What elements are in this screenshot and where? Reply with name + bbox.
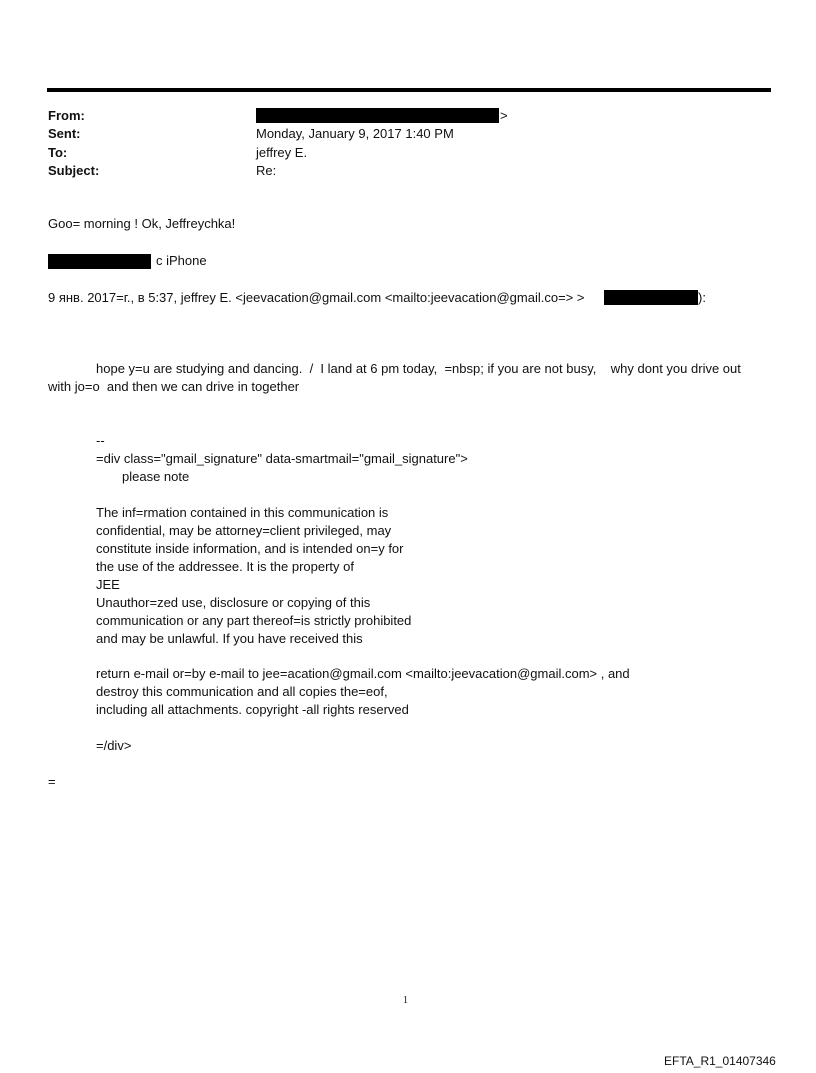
paragraph-line-2: with jo=o and then we can drive in together [48,379,300,394]
signature-please-note: please note [122,469,190,484]
signature-line: Unauthor=zed use, disclosure or copying of this [96,595,371,610]
signature-div-open: =div class="gmail_signature" data-smartmail="gmail_signature"> [96,451,468,466]
from-suffix: > [500,108,508,123]
signature-line: communication or any part thereof=is strictly prohibited [96,613,412,628]
subject-label: Subject: [48,163,100,178]
signature-line: The inf=rmation contained in this communication is [96,505,389,520]
sender-redaction [48,254,151,269]
paragraph-line-1: hope y=u are studying and dancing. / I land at 6 pm today, =nbsp; if you are not busy, why dont you drive out [96,361,741,376]
quote-header: 9 янв. 2017=г., в 5:37, jeffrey E. <jeevacation@gmail.com <mailto:jeevacation@gmail.co=> > [48,290,585,305]
to-value: jeffrey E. [256,145,308,160]
greeting-line: Goo= morning ! Ok, Jeffreychka! [48,216,236,231]
signature-line: constitute inside information, and is intended on=y for [96,541,404,556]
from-label: From: [48,108,85,123]
signature-dash: -- [96,433,105,448]
signature-line: the use of the addressee. It is the property of [96,559,354,574]
signature-line: destroy this communication and all copies the=eof, [96,684,388,699]
signature-line: JEE [96,577,120,592]
quote-header-end: ): [698,290,706,305]
page-number: 1 [403,995,408,1006]
signature-line: return e-mail or=by e-mail to jee=acation@gmail.com <mailto:jeevacation@gmail.com> , and [96,666,630,681]
subject-value: Re: [256,163,277,178]
trailing-equals: = [48,774,56,789]
header-rule [47,88,771,92]
sent-value: Monday, January 9, 2017 1:40 PM [256,126,454,141]
sent-label: Sent: [48,126,81,141]
signature-line: confidential, may be attorney=client privileged, may [96,523,392,538]
bates-number: EFTA_R1_01407346 [664,1054,776,1068]
iphone-line: c iPhone [156,253,207,268]
to-label: To: [48,145,68,160]
signature-div-close: =/div> [96,738,132,753]
signature-line: and may be unlawful. If you have received this [96,631,363,646]
from-redaction [256,108,499,123]
quote-redaction [604,290,698,305]
signature-line: including all attachments. copyright -all rights reserved [96,702,409,717]
